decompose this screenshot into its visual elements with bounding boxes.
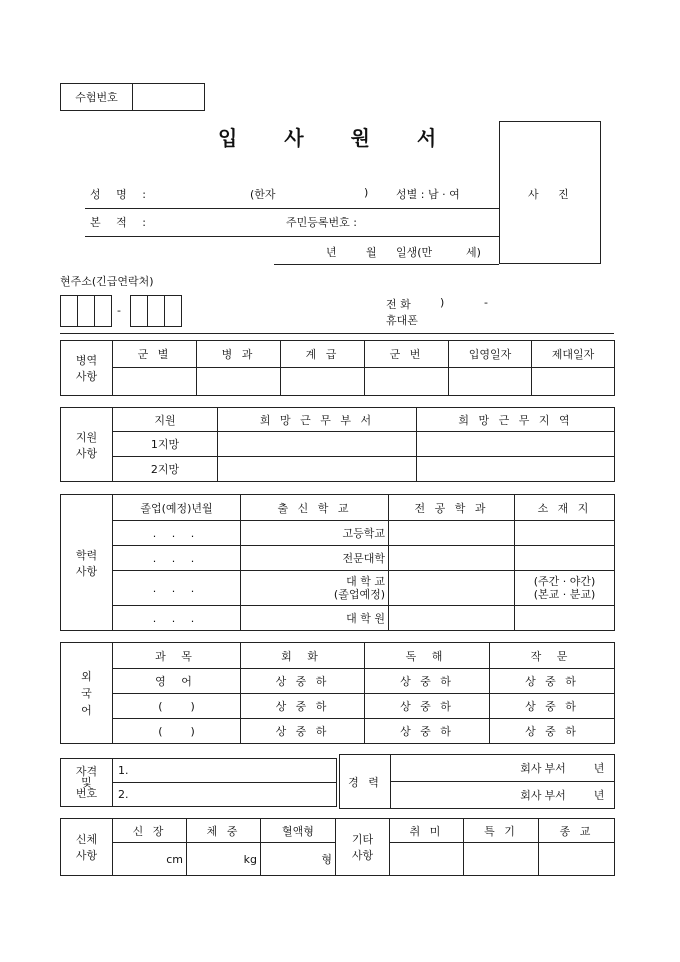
body-header: 혈액형 — [261, 819, 336, 843]
other-header: 취 미 — [390, 819, 464, 843]
age-label: 세) — [466, 246, 481, 259]
major-cell[interactable] — [389, 546, 515, 571]
birth-year-label: 년 — [326, 246, 337, 259]
location-cell[interactable] — [515, 521, 615, 546]
application-header: 희 망 근 무 부 서 — [218, 408, 417, 432]
exam-number-label: 수험번호 — [61, 84, 133, 111]
education-header: 소 재 지 — [515, 495, 615, 521]
military-cell[interactable] — [532, 368, 615, 396]
exam-number-box — [60, 83, 205, 111]
level-choice[interactable]: 상 중 하 — [241, 719, 365, 744]
choice-label: 1지망 — [113, 432, 218, 457]
postal-code-1[interactable] — [60, 295, 112, 327]
major-cell[interactable] — [389, 521, 515, 546]
phone-paren: ) — [440, 296, 445, 309]
body-header: 체 중 — [187, 819, 261, 843]
military-header: 계 급 — [281, 341, 365, 368]
other-header: 특 기 — [464, 819, 539, 843]
language-header: 작 문 — [490, 643, 615, 669]
career-dept-year[interactable]: 부서 년 — [545, 782, 615, 809]
language-header: 과 목 — [113, 643, 241, 669]
weight-field[interactable]: kg — [187, 843, 261, 876]
education-header: 출 신 학 교 — [241, 495, 389, 521]
career-label: 경 력 — [340, 755, 391, 809]
career-table — [339, 754, 615, 809]
language-header: 회 화 — [241, 643, 365, 669]
gender-label[interactable]: 성별 : 남 · 여 — [396, 188, 460, 201]
page-title: 입 사 원 서 — [218, 126, 457, 150]
skill-field[interactable] — [464, 843, 539, 876]
military-header: 군 별 — [113, 341, 197, 368]
level-choice[interactable]: 상 중 하 — [241, 669, 365, 694]
postal-divider — [147, 295, 148, 327]
qualification-item[interactable]: 1. — [113, 759, 337, 783]
resident-no-label: 주민등록번호 : — [286, 216, 357, 229]
language-name-blank[interactable]: ( ) — [113, 694, 241, 719]
exam-number-field[interactable] — [133, 84, 205, 111]
military-header: 제대일자 — [532, 341, 615, 368]
level-choice[interactable]: 상 중 하 — [490, 669, 615, 694]
photo-label: 사 진 — [528, 188, 577, 201]
level-choice[interactable]: 상 중 하 — [490, 719, 615, 744]
language-header: 독 해 — [365, 643, 490, 669]
birth-month-label: 월 — [366, 246, 377, 259]
military-header: 군 번 — [365, 341, 449, 368]
grad-date[interactable]: . . . — [113, 521, 241, 546]
other-label: 기타 사항 — [336, 819, 390, 876]
location-cell[interactable] — [515, 546, 615, 571]
dept-cell[interactable] — [218, 432, 417, 457]
blood-type-field[interactable]: 형 — [261, 843, 336, 876]
phone-label: 전 화 — [386, 298, 411, 311]
language-name-blank[interactable]: ( ) — [113, 719, 241, 744]
major-cell[interactable] — [389, 606, 515, 631]
postal-divider — [164, 295, 165, 327]
qualification-label: 자격 및 번호 — [61, 759, 113, 807]
language-label: 외 국 어 — [61, 643, 113, 744]
other-header: 종 교 — [539, 819, 615, 843]
address-label: 현주소(긴급연락처) — [60, 275, 154, 288]
location-cell-university[interactable]: (주간 · 야간) (본교 · 분교) — [515, 571, 615, 606]
language-name: 영 어 — [113, 669, 241, 694]
body-label: 신체 사항 — [61, 819, 113, 876]
school-name-university[interactable]: 대 학 교 (졸업예정) — [241, 571, 389, 606]
postal-dash: - — [117, 304, 121, 317]
body-header: 신 장 — [113, 819, 187, 843]
level-choice[interactable]: 상 중 하 — [490, 694, 615, 719]
region-cell[interactable] — [417, 457, 615, 482]
grad-date[interactable]: . . . — [113, 571, 241, 606]
dept-cell[interactable] — [218, 457, 417, 482]
level-choice[interactable]: 상 중 하 — [241, 694, 365, 719]
phone-dash: - — [484, 296, 488, 309]
education-label: 학력 사항 — [61, 495, 113, 631]
qualification-table — [60, 758, 337, 807]
application-header: 희 망 근 무 지 역 — [417, 408, 615, 432]
region-cell[interactable] — [417, 432, 615, 457]
choice-label: 2지망 — [113, 457, 218, 482]
name-underline — [85, 208, 499, 209]
military-cell[interactable] — [365, 368, 449, 396]
postal-code-2[interactable] — [130, 295, 182, 327]
level-choice[interactable]: 상 중 하 — [365, 694, 490, 719]
school-name[interactable]: 전문대학 — [241, 546, 389, 571]
level-choice[interactable]: 상 중 하 — [365, 719, 490, 744]
origin-label: 본 적 : — [90, 216, 152, 229]
career-company[interactable]: 회사 — [391, 782, 545, 809]
military-cell[interactable] — [281, 368, 365, 396]
military-cell[interactable] — [113, 368, 197, 396]
hobby-field[interactable] — [390, 843, 464, 876]
grad-date[interactable]: . . . — [113, 546, 241, 571]
location-cell[interactable] — [515, 606, 615, 631]
application-label: 지원 사항 — [61, 408, 113, 482]
major-cell[interactable] — [389, 571, 515, 606]
religion-field[interactable] — [539, 843, 615, 876]
military-header: 병 과 — [197, 341, 281, 368]
language-table — [60, 642, 615, 744]
career-dept-year[interactable]: 부서 년 — [545, 755, 615, 782]
address-underline — [60, 333, 614, 334]
origin-underline — [85, 236, 499, 237]
school-name[interactable]: 대 학 원 — [241, 606, 389, 631]
birth-underline — [274, 264, 499, 265]
level-choice[interactable]: 상 중 하 — [365, 669, 490, 694]
body-other-table — [60, 818, 615, 876]
height-field[interactable]: cm — [113, 843, 187, 876]
mobile-label: 휴대폰 — [386, 314, 418, 327]
hanja-close: ) — [364, 186, 369, 199]
military-label: 병역 사항 — [61, 341, 113, 396]
postal-divider — [94, 295, 95, 327]
military-cell[interactable] — [197, 368, 281, 396]
military-table — [60, 340, 615, 396]
education-header: 전 공 학 과 — [389, 495, 515, 521]
military-cell[interactable] — [449, 368, 532, 396]
qualification-item[interactable]: 2. — [113, 783, 337, 807]
birth-label: 일생(만 — [396, 246, 433, 259]
career-company[interactable]: 회사 — [391, 755, 545, 782]
education-header: 졸업(예정)년월 — [113, 495, 241, 521]
application-header: 지원 — [113, 408, 218, 432]
grad-date[interactable]: . . . — [113, 606, 241, 631]
education-table — [60, 494, 615, 631]
school-name[interactable]: 고등학교 — [241, 521, 389, 546]
hanja-label: (한자 — [250, 188, 276, 201]
application-table — [60, 407, 615, 482]
name-label: 성 명 : — [90, 188, 152, 201]
military-header: 입영일자 — [449, 341, 532, 368]
postal-divider — [77, 295, 78, 327]
